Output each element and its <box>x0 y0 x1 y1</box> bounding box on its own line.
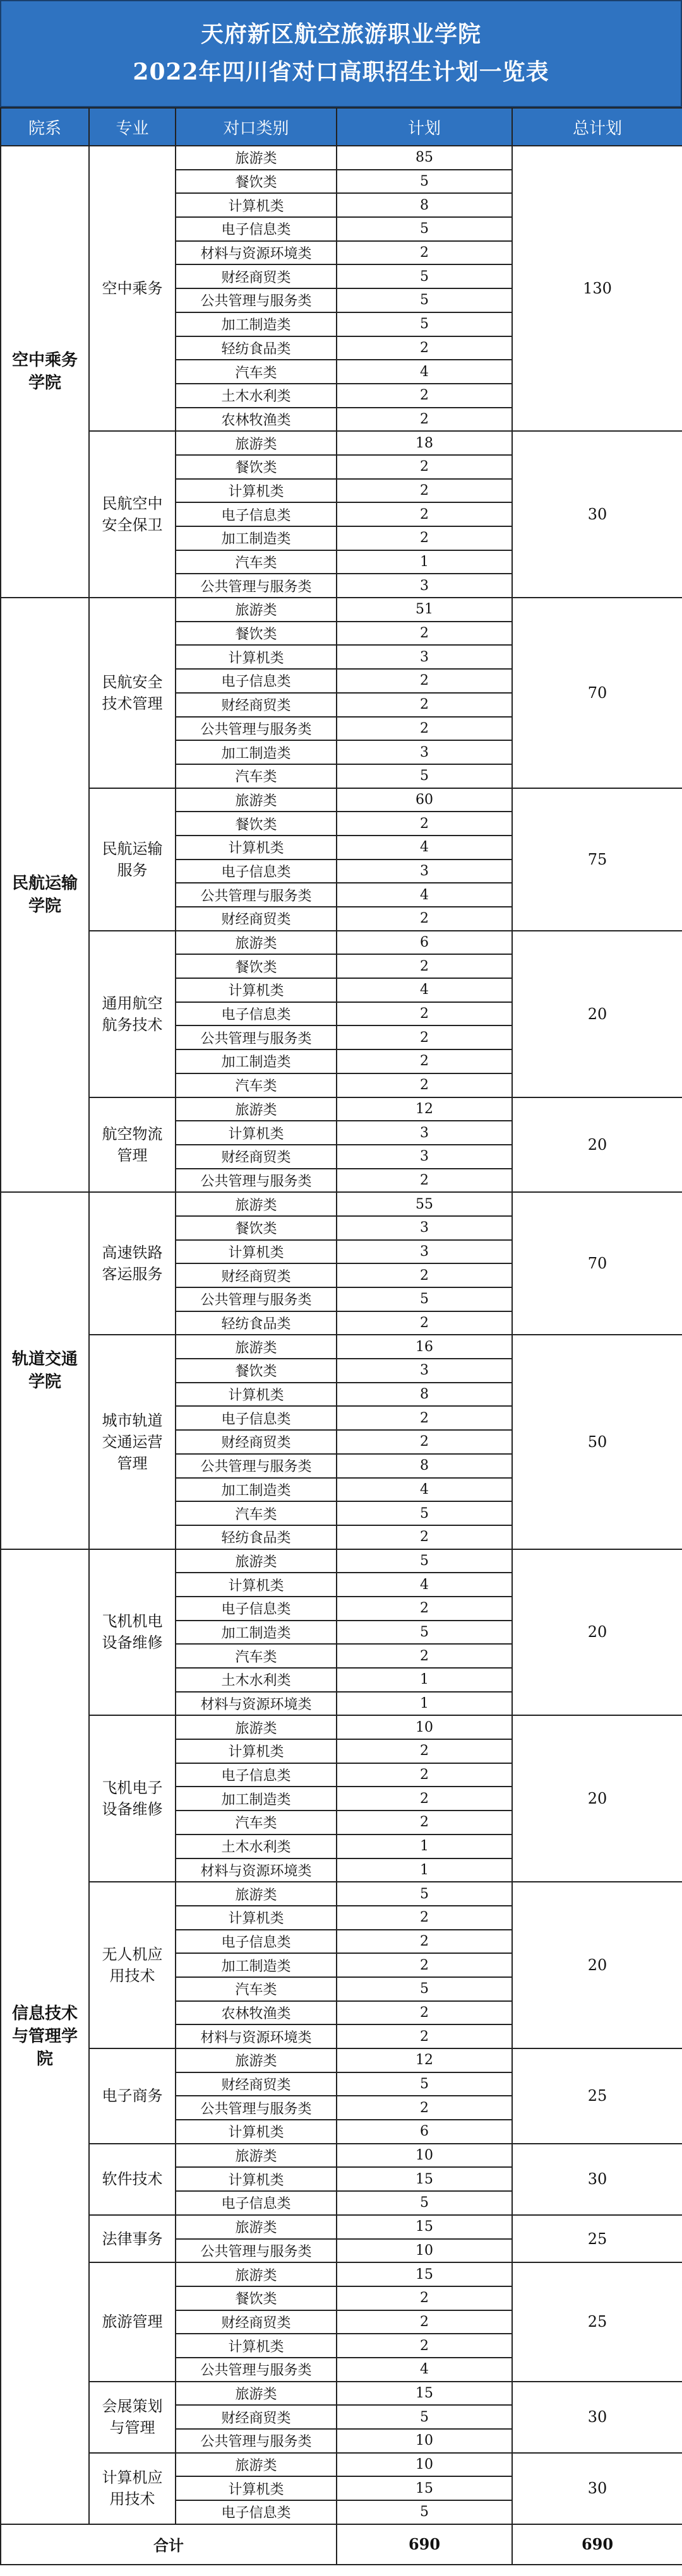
header-category: 对口类别 <box>176 108 337 146</box>
category-cell: 旅游类 <box>176 1715 337 1739</box>
category-cell: 餐饮类 <box>176 1216 337 1240</box>
plan-cell: 2 <box>337 812 512 836</box>
table-header <box>1 108 682 146</box>
table-row <box>1 1882 682 1906</box>
category-cell: 电子信息类 <box>176 860 337 883</box>
plan-cell: 18 <box>337 431 512 455</box>
plan-cell: 2 <box>337 1739 512 1763</box>
plan-cell: 2 <box>337 336 512 360</box>
table-row <box>1 598 682 622</box>
plan-cell: 85 <box>337 146 512 170</box>
table-row <box>1 1097 682 1121</box>
plan-cell: 3 <box>337 1216 512 1240</box>
table-row <box>1 2144 682 2168</box>
major-name: 通用航空航务技术 <box>89 931 176 1097</box>
table-row <box>1 1335 682 1359</box>
plan-cell: 3 <box>337 645 512 669</box>
plan-cell: 2 <box>337 408 512 432</box>
plan-cell: 1 <box>337 1692 512 1716</box>
plan-cell: 15 <box>337 2167 512 2191</box>
category-cell: 电子信息类 <box>176 502 337 526</box>
category-cell: 公共管理与服务类 <box>176 2239 337 2263</box>
major-name: 无人机应用技术 <box>89 1882 176 2048</box>
plan-cell: 5 <box>337 764 512 788</box>
category-cell: 旅游类 <box>176 2262 337 2286</box>
plan-cell: 2 <box>337 1525 512 1549</box>
table-footer <box>1 2524 682 2565</box>
plan-cell: 2 <box>337 1002 512 1026</box>
plan-cell: 2 <box>337 1953 512 1977</box>
plan-cell: 2 <box>337 717 512 741</box>
major-total-plan: 130 <box>512 146 682 431</box>
category-cell: 餐饮类 <box>176 455 337 479</box>
category-cell: 旅游类 <box>176 2453 337 2477</box>
category-cell: 汽车类 <box>176 1977 337 2001</box>
category-cell: 电子信息类 <box>176 669 337 693</box>
college-name: 信息技术与管理学院 <box>1 1549 89 2524</box>
major-total-plan: 20 <box>512 1549 682 1716</box>
plan-cell: 2 <box>337 1597 512 1621</box>
table-row <box>1 1192 682 1216</box>
category-cell: 旅游类 <box>176 788 337 812</box>
major-name: 航空物流管理 <box>89 1097 176 1193</box>
category-cell: 财经商贸类 <box>176 1145 337 1169</box>
plan-cell: 5 <box>337 2500 512 2524</box>
category-cell: 旅游类 <box>176 1549 337 1573</box>
header-row <box>1 108 682 146</box>
plan-cell: 2 <box>337 669 512 693</box>
category-cell: 电子信息类 <box>176 1763 337 1787</box>
plan-cell: 2 <box>337 1430 512 1454</box>
major-name: 空中乘务 <box>89 146 176 431</box>
plan-cell: 3 <box>337 574 512 598</box>
category-cell: 餐饮类 <box>176 1359 337 1383</box>
category-cell: 旅游类 <box>176 146 337 170</box>
category-cell: 财经商贸类 <box>176 907 337 931</box>
category-cell: 旅游类 <box>176 1192 337 1216</box>
major-name: 会展策划与管理 <box>89 2382 176 2453</box>
category-cell: 计算机类 <box>176 836 337 860</box>
plan-cell: 60 <box>337 788 512 812</box>
plan-cell: 16 <box>337 1335 512 1359</box>
category-cell: 轻纺食品类 <box>176 1311 337 1335</box>
category-cell: 材料与资源环境类 <box>176 241 337 265</box>
major-name: 高速铁路客运服务 <box>89 1192 176 1335</box>
category-cell: 旅游类 <box>176 931 337 955</box>
plan-cell: 12 <box>337 1097 512 1121</box>
plan-cell: 5 <box>337 1501 512 1525</box>
plan-cell: 2 <box>337 1169 512 1193</box>
major-name: 电子商务 <box>89 2048 176 2144</box>
plan-cell: 5 <box>337 2072 512 2096</box>
category-cell: 汽车类 <box>176 764 337 788</box>
category-cell: 土木水利类 <box>176 384 337 408</box>
category-cell: 材料与资源环境类 <box>176 2024 337 2048</box>
total-row <box>1 2524 682 2565</box>
category-cell: 加工制造类 <box>176 1787 337 1811</box>
plan-cell: 3 <box>337 1240 512 1264</box>
major-name: 飞机机电设备维修 <box>89 1549 176 1716</box>
category-cell: 加工制造类 <box>176 1621 337 1645</box>
plan-cell: 4 <box>337 978 512 1002</box>
major-total-plan: 25 <box>512 2215 682 2262</box>
table-row <box>1 1549 682 1573</box>
plan-cell: 2 <box>337 1406 512 1430</box>
category-cell: 计算机类 <box>176 1240 337 1264</box>
plan-cell: 4 <box>337 836 512 860</box>
plan-cell: 5 <box>337 1621 512 1645</box>
category-cell: 财经商贸类 <box>176 693 337 717</box>
category-cell: 汽车类 <box>176 360 337 384</box>
plan-cell: 2 <box>337 2024 512 2048</box>
plan-cell: 2 <box>337 1787 512 1811</box>
plan-cell: 10 <box>337 2429 512 2453</box>
plan-cell: 4 <box>337 360 512 384</box>
category-cell: 餐饮类 <box>176 812 337 836</box>
plan-cell: 2 <box>337 954 512 978</box>
header-college: 院系 <box>1 108 89 146</box>
category-cell: 公共管理与服务类 <box>176 574 337 598</box>
plan-cell: 1 <box>337 1835 512 1858</box>
category-cell: 汽车类 <box>176 1073 337 1097</box>
major-name: 旅游管理 <box>89 2262 176 2381</box>
category-cell: 公共管理与服务类 <box>176 1454 337 1478</box>
header-major: 专业 <box>89 108 176 146</box>
category-cell: 电子信息类 <box>176 2500 337 2524</box>
category-cell: 财经商贸类 <box>176 1263 337 1287</box>
major-name: 软件技术 <box>89 2144 176 2215</box>
major-total-plan: 70 <box>512 1192 682 1335</box>
plan-cell: 4 <box>337 1478 512 1502</box>
plan-cell: 4 <box>337 1573 512 1597</box>
category-cell: 轻纺食品类 <box>176 1525 337 1549</box>
plan-cell: 2 <box>337 1906 512 1930</box>
major-total-plan: 75 <box>512 788 682 931</box>
plan-cell: 2 <box>337 1763 512 1787</box>
plan-cell: 2 <box>337 1644 512 1668</box>
plan-cell: 10 <box>337 2239 512 2263</box>
college-name: 民航运输学院 <box>1 598 89 1192</box>
category-cell: 财经商贸类 <box>176 2405 337 2429</box>
plan-cell: 2 <box>337 1811 512 1835</box>
plan-cell: 5 <box>337 312 512 336</box>
category-cell: 农林牧渔类 <box>176 2001 337 2025</box>
plan-cell: 4 <box>337 2358 512 2382</box>
plan-cell: 6 <box>337 2120 512 2144</box>
plan-cell: 5 <box>337 264 512 288</box>
plan-cell: 3 <box>337 860 512 883</box>
major-total-plan: 20 <box>512 1097 682 1193</box>
category-cell: 土木水利类 <box>176 1668 337 1692</box>
plan-cell: 2 <box>337 1025 512 1049</box>
category-cell: 电子信息类 <box>176 1930 337 1954</box>
category-cell: 计算机类 <box>176 2476 337 2500</box>
major-total-plan: 25 <box>512 2262 682 2381</box>
category-cell: 汽车类 <box>176 1811 337 1835</box>
category-cell: 旅游类 <box>176 2048 337 2072</box>
major-name: 民航安全技术管理 <box>89 598 176 788</box>
major-name: 民航空中安全保卫 <box>89 431 176 598</box>
plan-cell: 6 <box>337 931 512 955</box>
plan-cell: 5 <box>337 170 512 194</box>
category-cell: 农林牧渔类 <box>176 408 337 432</box>
plan-cell: 2 <box>337 2310 512 2334</box>
major-total-plan: 20 <box>512 1882 682 2048</box>
table-row <box>1 2215 682 2239</box>
plan-cell: 15 <box>337 2382 512 2406</box>
category-cell: 餐饮类 <box>176 622 337 646</box>
plan-cell: 2 <box>337 455 512 479</box>
category-cell: 电子信息类 <box>176 1406 337 1430</box>
plan-cell: 5 <box>337 1882 512 1906</box>
category-cell: 公共管理与服务类 <box>176 717 337 741</box>
plan-cell: 3 <box>337 740 512 764</box>
plan-cell: 8 <box>337 1454 512 1478</box>
category-cell: 公共管理与服务类 <box>176 883 337 907</box>
total-total-sum: 690 <box>512 2524 682 2565</box>
header-total-plan: 总计划 <box>512 108 682 146</box>
category-cell: 旅游类 <box>176 1882 337 1906</box>
plan-cell: 2 <box>337 526 512 550</box>
category-cell: 财经商贸类 <box>176 1430 337 1454</box>
title-line-2: 2022年四川省对口高职招生计划一览表 <box>133 59 549 85</box>
category-cell: 电子信息类 <box>176 217 337 241</box>
title-line-1: 天府新区航空旅游职业学院 <box>200 21 481 47</box>
category-cell: 加工制造类 <box>176 312 337 336</box>
plan-cell: 2 <box>337 384 512 408</box>
table-row <box>1 931 682 955</box>
plan-cell: 3 <box>337 1359 512 1383</box>
plan-cell: 5 <box>337 288 512 312</box>
college-name: 空中乘务学院 <box>1 146 89 598</box>
plan-cell: 4 <box>337 883 512 907</box>
category-cell: 计算机类 <box>176 1739 337 1763</box>
category-cell: 财经商贸类 <box>176 2072 337 2096</box>
category-cell: 材料与资源环境类 <box>176 1858 337 1882</box>
table-row <box>1 1715 682 1739</box>
category-cell: 公共管理与服务类 <box>176 2096 337 2120</box>
plan-cell: 3 <box>337 1121 512 1145</box>
plan-cell: 10 <box>337 1715 512 1739</box>
plan-cell: 2 <box>337 502 512 526</box>
category-cell: 计算机类 <box>176 2334 337 2358</box>
category-cell: 财经商贸类 <box>176 264 337 288</box>
category-cell: 计算机类 <box>176 1121 337 1145</box>
category-cell: 加工制造类 <box>176 1953 337 1977</box>
plan-cell: 2 <box>337 622 512 646</box>
category-cell: 公共管理与服务类 <box>176 2358 337 2382</box>
plan-cell: 2 <box>337 479 512 503</box>
major-total-plan: 50 <box>512 1335 682 1549</box>
major-name: 法律事务 <box>89 2215 176 2262</box>
category-cell: 材料与资源环境类 <box>176 1692 337 1716</box>
major-total-plan: 30 <box>512 2453 682 2524</box>
category-cell: 计算机类 <box>176 2120 337 2144</box>
plan-cell: 2 <box>337 2334 512 2358</box>
category-cell: 汽车类 <box>176 550 337 574</box>
table-row <box>1 2453 682 2477</box>
category-cell: 公共管理与服务类 <box>176 1025 337 1049</box>
category-cell: 加工制造类 <box>176 1049 337 1073</box>
category-cell: 加工制造类 <box>176 740 337 764</box>
category-cell: 轻纺食品类 <box>176 336 337 360</box>
category-cell: 土木水利类 <box>176 1835 337 1858</box>
plan-cell: 15 <box>337 2262 512 2286</box>
plan-cell: 5 <box>337 2191 512 2215</box>
table-row <box>1 431 682 455</box>
major-name: 城市轨道交通运营管理 <box>89 1335 176 1549</box>
category-cell: 计算机类 <box>176 1573 337 1597</box>
category-cell: 加工制造类 <box>176 1478 337 1502</box>
enrollment-plan-table <box>0 107 682 2565</box>
table-row <box>1 2382 682 2406</box>
category-cell: 计算机类 <box>176 1383 337 1407</box>
plan-cell: 5 <box>337 2405 512 2429</box>
category-cell: 加工制造类 <box>176 526 337 550</box>
plan-cell: 2 <box>337 1263 512 1287</box>
category-cell: 旅游类 <box>176 2215 337 2239</box>
major-total-plan: 25 <box>512 2048 682 2144</box>
category-cell: 计算机类 <box>176 978 337 1002</box>
plan-cell: 15 <box>337 2476 512 2500</box>
category-cell: 电子信息类 <box>176 1002 337 1026</box>
major-total-plan: 20 <box>512 931 682 1097</box>
plan-cell: 1 <box>337 1858 512 1882</box>
category-cell: 汽车类 <box>176 1501 337 1525</box>
category-cell: 电子信息类 <box>176 2191 337 2215</box>
table-row <box>1 2262 682 2286</box>
page-title <box>0 0 682 107</box>
plan-cell: 8 <box>337 193 512 217</box>
total-plan-sum: 690 <box>337 2524 512 2565</box>
category-cell: 旅游类 <box>176 598 337 622</box>
plan-cell: 2 <box>337 1073 512 1097</box>
category-cell: 计算机类 <box>176 1906 337 1930</box>
plan-cell: 51 <box>337 598 512 622</box>
plan-cell: 1 <box>337 550 512 574</box>
major-total-plan: 20 <box>512 1715 682 1882</box>
college-name: 轨道交通学院 <box>1 1192 89 1549</box>
plan-cell: 10 <box>337 2453 512 2477</box>
category-cell: 电子信息类 <box>176 1597 337 1621</box>
major-name: 民航运输服务 <box>89 788 176 931</box>
category-cell: 旅游类 <box>176 431 337 455</box>
plan-cell: 2 <box>337 2286 512 2310</box>
major-total-plan: 30 <box>512 2144 682 2215</box>
plan-cell: 2 <box>337 907 512 931</box>
table-row <box>1 2048 682 2072</box>
category-cell: 旅游类 <box>176 2144 337 2168</box>
category-cell: 财经商贸类 <box>176 2310 337 2334</box>
plan-cell: 12 <box>337 2048 512 2072</box>
plan-cell: 55 <box>337 1192 512 1216</box>
plan-cell: 1 <box>337 1668 512 1692</box>
plan-cell: 2 <box>337 241 512 265</box>
category-cell: 餐饮类 <box>176 2286 337 2310</box>
major-name: 计算机应用技术 <box>89 2453 176 2524</box>
plan-cell: 15 <box>337 2215 512 2239</box>
plan-cell: 2 <box>337 1311 512 1335</box>
category-cell: 公共管理与服务类 <box>176 2429 337 2453</box>
plan-cell: 2 <box>337 693 512 717</box>
major-total-plan: 70 <box>512 598 682 788</box>
plan-cell: 2 <box>337 1930 512 1954</box>
category-cell: 旅游类 <box>176 1335 337 1359</box>
category-cell: 汽车类 <box>176 1644 337 1668</box>
category-cell: 餐饮类 <box>176 170 337 194</box>
category-cell: 公共管理与服务类 <box>176 1287 337 1311</box>
plan-cell: 8 <box>337 1383 512 1407</box>
plan-cell: 2 <box>337 1049 512 1073</box>
major-total-plan: 30 <box>512 2382 682 2453</box>
category-cell: 旅游类 <box>176 1097 337 1121</box>
table-row <box>1 146 682 170</box>
major-name: 飞机电子设备维修 <box>89 1715 176 1882</box>
category-cell: 公共管理与服务类 <box>176 1169 337 1193</box>
category-cell: 旅游类 <box>176 2382 337 2406</box>
category-cell: 计算机类 <box>176 645 337 669</box>
category-cell: 计算机类 <box>176 193 337 217</box>
plan-cell: 10 <box>337 2144 512 2168</box>
plan-cell: 2 <box>337 2096 512 2120</box>
category-cell: 计算机类 <box>176 479 337 503</box>
category-cell: 计算机类 <box>176 2167 337 2191</box>
table-body <box>1 146 682 2524</box>
total-label: 合计 <box>1 2524 337 2565</box>
plan-cell: 3 <box>337 1145 512 1169</box>
category-cell: 餐饮类 <box>176 954 337 978</box>
header-plan: 计划 <box>337 108 512 146</box>
plan-cell: 5 <box>337 1977 512 2001</box>
major-total-plan: 30 <box>512 431 682 598</box>
plan-cell: 5 <box>337 217 512 241</box>
category-cell: 公共管理与服务类 <box>176 288 337 312</box>
table-row <box>1 788 682 812</box>
plan-cell: 2 <box>337 2001 512 2025</box>
plan-cell: 5 <box>337 1287 512 1311</box>
plan-cell: 5 <box>337 1549 512 1573</box>
